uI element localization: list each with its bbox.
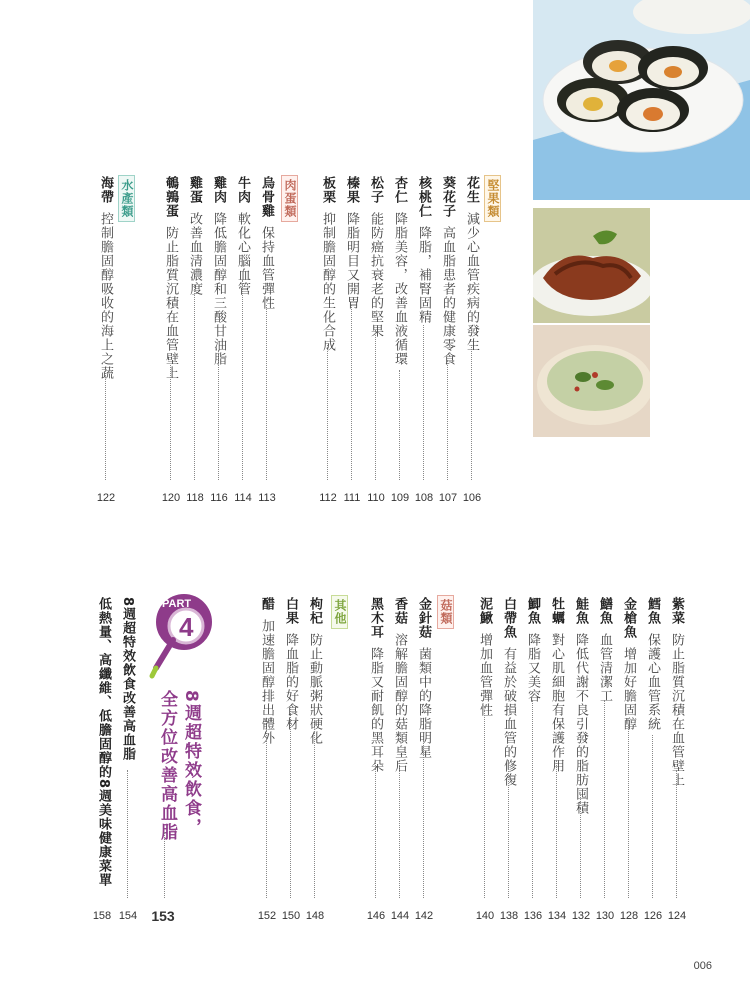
page-number: 120	[161, 492, 181, 504]
page-number: 113	[258, 492, 276, 504]
leader-dots	[423, 740, 424, 898]
toc-term: 鱔魚	[597, 597, 612, 625]
toc-desc: 抑制膽固醇的生化合成	[320, 212, 335, 352]
leader-dots	[423, 325, 424, 480]
leader-dots	[399, 760, 400, 898]
leader-dots	[628, 725, 629, 898]
toc-term: 醋	[259, 597, 274, 611]
toc-term: 杏仁	[392, 176, 407, 204]
toc-desc: 保護心血管系統	[645, 633, 660, 731]
page-number: 122	[96, 492, 116, 504]
toc-term: 烏骨雞	[259, 176, 274, 218]
page-number: 142	[414, 910, 434, 922]
page-number: 150	[281, 910, 301, 922]
page-number: 114	[234, 492, 252, 504]
toc-desc: 降脂又耐飢的黑耳朵	[368, 647, 383, 773]
toc-desc: 降低代謝不良引發的脂肪囤積	[573, 633, 588, 815]
toc-desc: 加速膽固醇排出體外	[259, 619, 274, 745]
page-number: 106	[462, 492, 482, 504]
toc-term: 鯽魚	[525, 597, 540, 625]
toc-term: 鵪鶉蛋	[163, 176, 178, 218]
toc-entry-hairtail[interactable]	[501, 597, 515, 787]
toc-term: 低熱量、高纖維、低膽固醇的8週美味健康菜單	[96, 597, 111, 888]
toc-term: 香菇	[392, 597, 407, 625]
toc-entry-hazelnut[interactable]	[344, 176, 358, 310]
page-number: 109	[390, 492, 410, 504]
page-number: 108	[414, 492, 434, 504]
part-title-line2: 全方位改善高血脂	[157, 690, 177, 842]
toc-term: 松子	[368, 176, 383, 204]
page-number: 128	[619, 910, 639, 922]
leader-dots	[351, 305, 352, 480]
toc-entry-cod[interactable]	[645, 597, 659, 731]
category-nuts: 堅果類	[484, 175, 501, 222]
page-number: 134	[547, 910, 567, 922]
toc-term: 鱈魚	[645, 597, 660, 625]
toc-desc: 增加血管彈性	[477, 633, 492, 717]
toc-entry-sunflower-seed[interactable]	[440, 176, 454, 366]
beef-photo	[533, 208, 650, 323]
toc-term: 泥鰍	[477, 597, 492, 625]
page-number: 126	[643, 910, 663, 922]
toc-term: 牛肉	[235, 176, 250, 204]
toc-entry-chestnut[interactable]	[320, 176, 334, 352]
toc-entry-pine-nut[interactable]	[368, 176, 382, 338]
toc-term: 核桃仁	[416, 176, 431, 218]
toc-term: 紫菜	[669, 597, 684, 625]
page-number: 118	[186, 492, 204, 504]
part-number: 4	[179, 612, 194, 642]
toc-entry-enoki[interactable]	[416, 597, 430, 759]
toc-entry-8-week-diet[interactable]	[120, 597, 134, 761]
toc-desc: 降脂，補腎固精	[416, 226, 431, 324]
toc-entry-kelp[interactable]	[98, 176, 112, 380]
page-number: 111	[343, 492, 361, 504]
toc-desc: 防止脂質沉積在血管壁上	[163, 226, 178, 380]
toc-term: 板栗	[320, 176, 335, 204]
page-number: 110	[367, 492, 385, 504]
toc-entry-chicken[interactable]	[211, 176, 225, 366]
toc-desc: 防止脂質沉積在血管壁上	[669, 633, 684, 787]
toc-entry-quail-egg[interactable]	[163, 176, 177, 380]
part-badge	[148, 590, 214, 686]
toc-desc: 降血脂的好食材	[283, 633, 298, 731]
toc-desc: 控制膽固醇吸收的海上之蔬	[98, 212, 113, 380]
category-meat: 肉蛋類	[281, 175, 298, 222]
toc-desc: 有益於破損血管的修復	[501, 647, 516, 787]
leader-dots	[447, 360, 448, 480]
toc-term: 8週超特效飲食改善高血脂	[120, 597, 135, 762]
page-number: 140	[475, 910, 495, 922]
toc-term: 白果	[283, 597, 298, 625]
toc-desc: 防止動脈粥狀硬化	[307, 633, 322, 745]
page-number: 124	[667, 910, 687, 922]
leader-dots	[375, 760, 376, 898]
toc-entry-almond[interactable]	[392, 176, 406, 366]
folio-page-number: 006	[693, 960, 712, 972]
leader-dots	[170, 365, 171, 480]
page-number: 136	[523, 910, 543, 922]
toc-desc: 增加好膽固醇	[621, 647, 636, 731]
toc-desc: 溶解膽固醇的菇類皇后	[392, 633, 407, 773]
leader-dots	[127, 770, 128, 898]
leader-dots	[676, 770, 677, 898]
page-number: 112	[319, 492, 337, 504]
leader-dots	[327, 345, 328, 480]
leader-dots	[266, 305, 267, 480]
toc-entry-salmon[interactable]	[573, 597, 587, 815]
toc-term: 金針菇	[416, 597, 431, 639]
category-seaweed: 水產類	[118, 175, 135, 222]
toc-entry-black-chicken[interactable]	[259, 176, 273, 310]
leader-dots	[484, 710, 485, 898]
leader-dots	[580, 795, 581, 898]
page-number: 116	[210, 492, 228, 504]
toc-term: 海帶	[98, 176, 113, 204]
toc-desc: 高血脂患者的健康零食	[440, 226, 455, 366]
part-label: PART	[162, 598, 192, 610]
toc-entry-oyster[interactable]	[549, 597, 563, 773]
toc-term: 雞蛋	[187, 176, 202, 204]
toc-term: 雞肉	[211, 176, 226, 204]
page-number: 144	[390, 910, 410, 922]
toc-desc: 降脂美容，改善血液循環	[392, 212, 407, 366]
toc-desc: 能防癌抗衰老的堅果	[368, 212, 383, 338]
page-number: 152	[257, 910, 277, 922]
toc-entry-black-fungus[interactable]	[368, 597, 382, 773]
toc-entry-vinegar[interactable]	[259, 597, 273, 745]
sushi-photo	[533, 0, 750, 200]
leader-dots	[471, 345, 472, 480]
toc-term: 枸杞	[307, 597, 322, 625]
toc-entry-shiitake[interactable]	[392, 597, 406, 773]
leader-dots	[218, 350, 219, 480]
page-number: 146	[366, 910, 386, 922]
leader-dots	[375, 330, 376, 480]
toc-desc: 改善血清濃度	[187, 212, 202, 296]
toc-desc: 血管清潔工	[597, 633, 612, 703]
toc-entry-egg[interactable]	[187, 176, 201, 296]
page-number: 132	[571, 910, 591, 922]
leader-dots	[266, 730, 267, 898]
toc-desc: 保持血管彈性	[259, 226, 274, 310]
toc-entry-peanut[interactable]	[464, 176, 478, 352]
part-page-number: 153	[151, 908, 175, 924]
toc-entry-laver[interactable]	[669, 597, 683, 787]
leader-dots	[290, 705, 291, 898]
toc-desc: 降脂又美容	[525, 633, 540, 703]
toc-desc: 軟化心腦血管	[235, 212, 250, 296]
toc-term: 葵花子	[440, 176, 455, 218]
toc-entry-8-week-menu[interactable]	[96, 597, 110, 887]
page-number: 148	[305, 910, 325, 922]
leader-dots	[164, 832, 165, 898]
page-number: 138	[499, 910, 519, 922]
toc-term: 白帶魚	[501, 597, 516, 639]
category-other: 其他	[331, 595, 348, 629]
toc-term: 鮭魚	[573, 597, 588, 625]
page-number: 130	[595, 910, 615, 922]
toc-desc: 減少心血管疾病的發生	[464, 212, 479, 352]
toc-desc: 對心肌細胞有保護作用	[549, 633, 564, 773]
toc-entry-tuna[interactable]	[621, 597, 635, 731]
toc-entry-crucian-carp[interactable]	[525, 597, 539, 703]
page-number: 154	[118, 910, 138, 922]
leader-dots	[314, 720, 315, 898]
toc-desc: 降低膽固醇和三酸甘油脂	[211, 212, 226, 366]
leader-dots	[508, 760, 509, 898]
leader-dots	[105, 370, 106, 480]
toc-entry-walnut[interactable]	[416, 176, 430, 324]
toc-term: 榛果	[344, 176, 359, 204]
leader-dots	[399, 370, 400, 480]
soup-photo	[533, 325, 650, 437]
toc-term: 牡蠣	[549, 597, 564, 625]
toc-term: 黑木耳	[368, 597, 383, 639]
leader-dots	[652, 735, 653, 898]
page-number: 158	[92, 910, 112, 922]
category-mushroom: 菇類	[437, 595, 454, 629]
leader-dots	[242, 280, 243, 480]
leader-dots	[532, 700, 533, 898]
part-title-line1: 8週超特效飲食，	[181, 690, 201, 837]
leader-dots	[556, 760, 557, 898]
leader-dots	[604, 700, 605, 898]
toc-term: 花生	[464, 176, 479, 204]
toc-desc: 降脂明目又開胃	[344, 212, 359, 310]
leader-dots	[194, 285, 195, 480]
toc-desc: 菌類中的降脂明星	[416, 647, 431, 759]
toc-entry-beef[interactable]	[235, 176, 249, 296]
toc-term: 金槍魚	[621, 597, 636, 639]
toc-entry-loach[interactable]	[477, 597, 491, 717]
page-number: 107	[438, 492, 458, 504]
toc-entry-eel[interactable]	[597, 597, 611, 703]
